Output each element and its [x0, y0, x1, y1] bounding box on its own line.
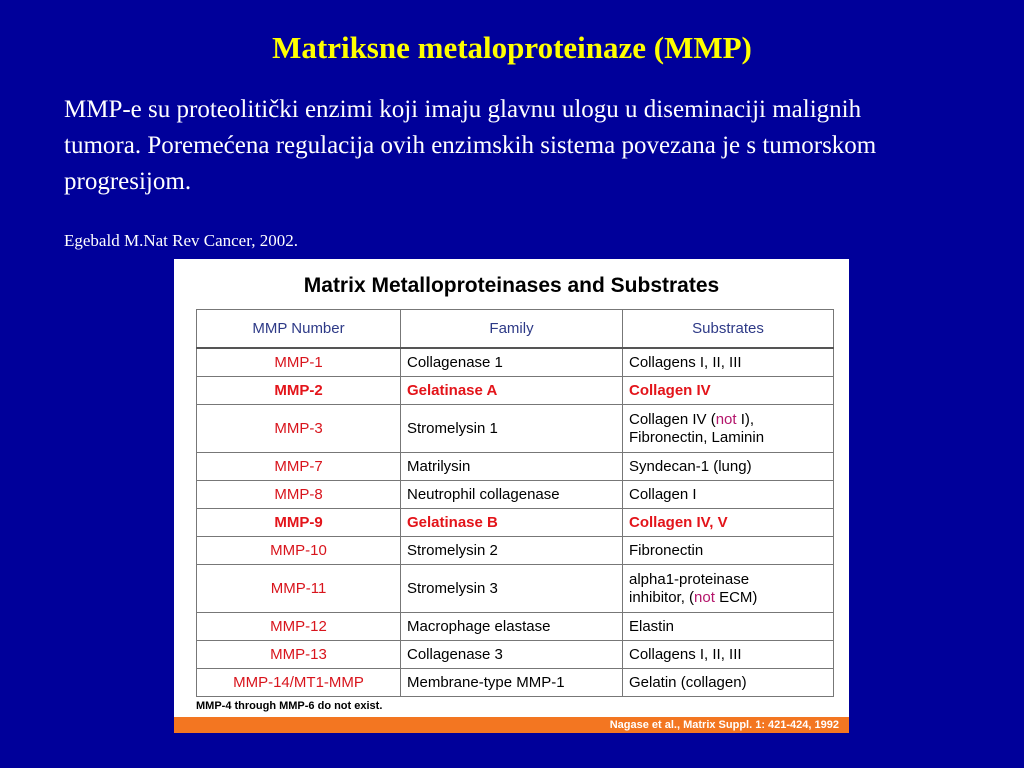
substrates-cell	[623, 613, 834, 641]
source-bar	[174, 717, 849, 733]
body-line-1: MMP-e su proteolitički enzimi koji imaju glavnu ulogu u diseminaciji malignih	[64, 96, 862, 123]
substrates-cell	[623, 453, 834, 481]
column-header-mmp-number: MMP Number	[197, 310, 401, 349]
mmp-number-cell: MMP-9	[197, 509, 401, 537]
substrate-text: Fibronectin, Laminin	[629, 428, 765, 446]
mmp-number-cell: MMP-10	[197, 537, 401, 565]
substrate-text: I),	[736, 410, 755, 428]
table-row	[197, 377, 834, 405]
table-row	[197, 509, 834, 537]
table-row	[197, 348, 834, 377]
mmp-number-cell: MMP-7	[197, 453, 401, 481]
mmp-number-cell: MMP-3	[197, 405, 401, 453]
family-cell: Collagenase 1	[401, 348, 623, 377]
family-cell: Collagenase 3	[401, 641, 623, 669]
family-cell: Gelatinase A	[401, 377, 623, 405]
table-row	[197, 481, 834, 509]
substrates-cell	[623, 405, 834, 453]
family-cell: Matrilysin	[401, 453, 623, 481]
substrate-text: Collagen IV	[629, 381, 711, 399]
mmp-number-cell: MMP-14/MT1-MMP	[197, 669, 401, 697]
slide-body-text	[64, 92, 1004, 200]
table-body	[197, 348, 834, 697]
mmp-number-cell: MMP-12	[197, 613, 401, 641]
family-cell: Macrophage elastase	[401, 613, 623, 641]
table-row	[197, 565, 834, 613]
table-row	[197, 641, 834, 669]
substrate-text: Collagens I, II, III	[629, 645, 742, 663]
table-header-row	[197, 310, 834, 349]
table-footnote: MMP-4 through MMP-6 do not exist.	[196, 700, 383, 712]
substrate-text: Elastin	[629, 617, 675, 635]
substrate-text: Gelatin (collagen)	[629, 673, 747, 691]
substrate-text: Collagen I	[629, 485, 697, 503]
table-row	[197, 669, 834, 697]
source-citation: Nagase et al., Matrix Suppl. 1: 421-424, 1992	[609, 719, 839, 731]
mmp-number-cell: MMP-11	[197, 565, 401, 613]
citation: Egebald M.Nat Rev Cancer, 2002.	[64, 231, 298, 250]
family-cell: Neutrophil collagenase	[401, 481, 623, 509]
figure-title: Matrix Metalloproteinases and Substrates	[303, 274, 720, 297]
substrate-text: Syndecan-1 (lung)	[629, 457, 752, 475]
mmp-number-cell: MMP-2	[197, 377, 401, 405]
family-cell: Stromelysin 3	[401, 565, 623, 613]
substrates-cell	[623, 641, 834, 669]
not-emphasis: not	[694, 588, 715, 606]
substrates-cell	[623, 481, 834, 509]
substrates-cell	[623, 565, 834, 613]
table-row	[197, 613, 834, 641]
table-row	[197, 405, 834, 453]
family-cell: Stromelysin 1	[401, 405, 623, 453]
family-cell: Gelatinase B	[401, 509, 623, 537]
substrates-cell	[623, 669, 834, 697]
mmp-table-figure	[174, 259, 849, 733]
mmp-number-cell: MMP-8	[197, 481, 401, 509]
table-row	[197, 453, 834, 481]
not-emphasis: not	[715, 410, 737, 428]
substrate-text: Fibronectin	[629, 541, 704, 559]
family-cell: Membrane-type MMP-1	[401, 669, 623, 697]
substrates-cell	[623, 537, 834, 565]
body-line-3: progresijom.	[64, 168, 192, 195]
body-line-2: tumora. Poremećena regulacija ovih enzimskih sistema povezana je s tumorskom	[64, 132, 877, 159]
substrates-cell	[623, 509, 834, 537]
substrate-text: alpha1-proteinase	[629, 570, 750, 588]
column-header-family: Family	[401, 310, 623, 349]
slide-title: Matriksne metaloproteinaze (MMP)	[272, 30, 752, 65]
substrates-cell	[623, 377, 834, 405]
mmp-number-cell: MMP-1	[197, 348, 401, 377]
substrate-text: Collagen IV (	[629, 410, 716, 428]
column-header-substrates: Substrates	[623, 310, 834, 349]
mmp-substrates-table	[196, 309, 834, 697]
table-row	[197, 537, 834, 565]
substrates-cell	[623, 348, 834, 377]
substrate-text: ECM)	[714, 588, 758, 606]
substrate-text: inhibitor, (	[629, 588, 695, 606]
mmp-number-cell: MMP-13	[197, 641, 401, 669]
substrate-text: Collagen IV, V	[629, 513, 728, 531]
substrate-text: Collagens I, II, III	[629, 353, 742, 371]
family-cell: Stromelysin 2	[401, 537, 623, 565]
